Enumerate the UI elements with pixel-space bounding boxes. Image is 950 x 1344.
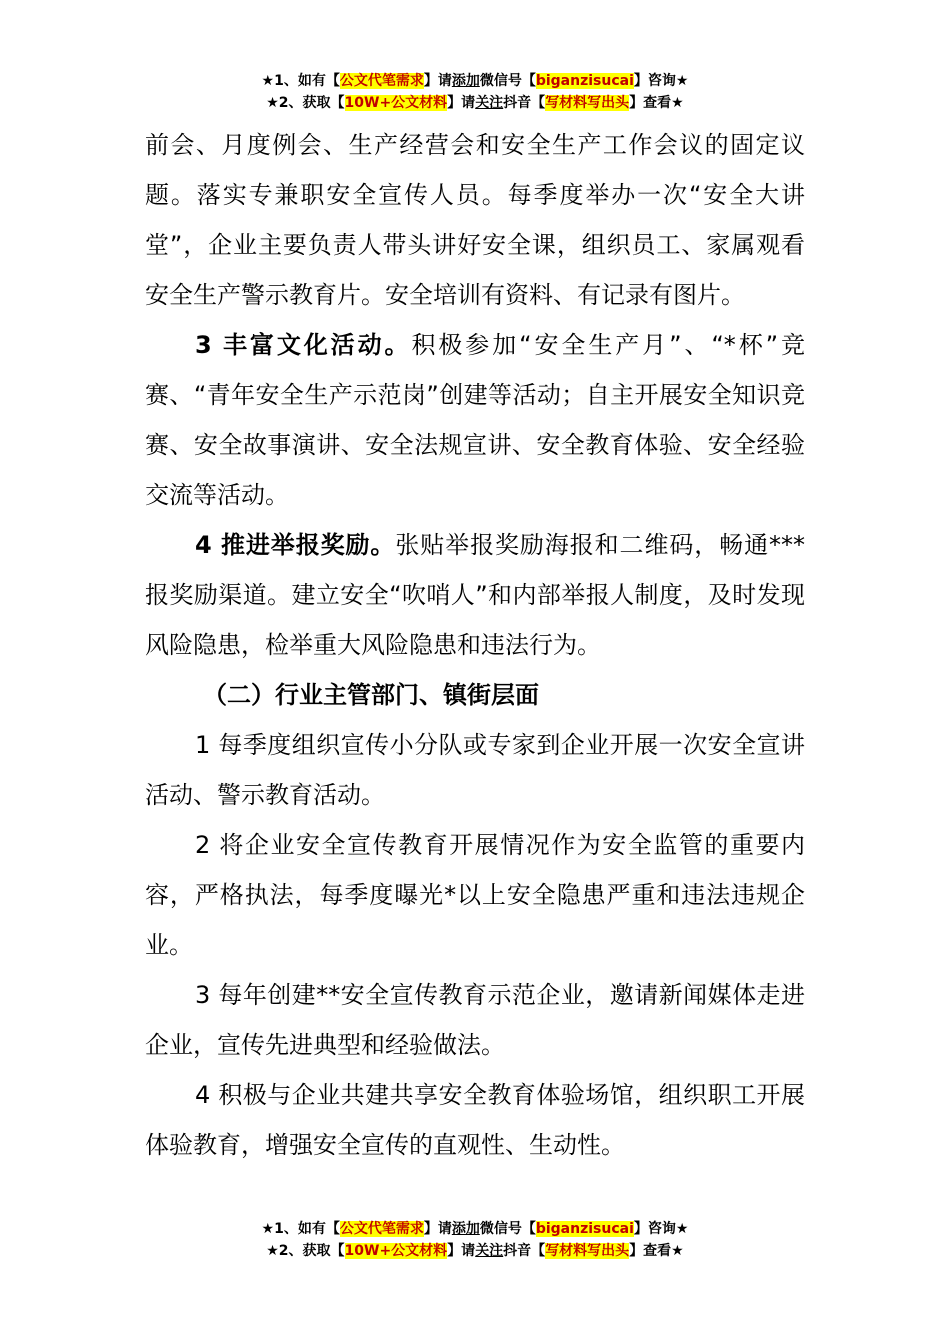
paragraph-heading: 4 推进举报奖励。 xyxy=(195,531,396,559)
paragraph-culture-activities: 3 丰富文化活动。积极参加“安全生产月”、“*杯”竞赛、“青年安全生产示范岗”创建等活动；自主开展安全知识竞赛、安全故事演讲、安全法规宣讲、安全教育体验、安全经验交流等活动。 xyxy=(145,331,805,509)
banner-douyin-name: 写材料写出头 xyxy=(545,1243,630,1259)
footer-banner xyxy=(0,1218,950,1262)
banner-underlined-text: 添加 xyxy=(451,1221,480,1237)
paragraph-heading: 3 丰富文化活动。 xyxy=(195,331,412,359)
section-heading: （二）行业主管部门、镇街层面 xyxy=(203,681,539,709)
banner-line-1: ★1、如有【公文代笔需求】请添加微信号【biganzisucai】咨询★ xyxy=(261,73,689,89)
list-item: 2 将企业安全宣传教育开展情况作为安全监管的重要内容，严格执法，每季度曝光*以上安全隐患严重和违法违规企业。 xyxy=(145,831,805,959)
list-item: 3 每年创建**安全宣传教育示范企业，邀请新闻媒体走进企业，宣传先进典型和经验做法。 xyxy=(145,981,805,1059)
banner-line-2: ★2、获取【10W+公文材料】请关注抖音【写材料写出头】查看★ xyxy=(266,95,684,111)
document-body xyxy=(145,120,805,1170)
banner-line-2: ★2、获取【10W+公文材料】请关注抖音【写材料写出头】查看★ xyxy=(266,1243,684,1259)
paragraph-report-rewards: 4 推进举报奖励。张贴举报奖励海报和二维码，畅通***报奖励渠道。建立安全“吹哨人”和内部举报人制度，及时发现风险隐患，检举重大风险隐患和违法行为。 xyxy=(145,531,805,659)
header-banner xyxy=(0,70,950,114)
banner-highlight: 公文代笔需求 xyxy=(339,73,424,89)
banner-line-1: ★1、如有【公文代笔需求】请添加微信号【biganzisucai】咨询★ xyxy=(261,1221,689,1237)
banner-underlined-text: 添加 xyxy=(451,73,480,89)
banner-highlight: 10W+公文材料 xyxy=(344,95,448,111)
list-item: 4 积极与企业共建共享安全教育体验场馆，组织职工开展体验教育，增强安全宣传的直观性、生动性。 xyxy=(145,1081,805,1159)
banner-douyin-name: 写材料写出头 xyxy=(545,95,630,111)
banner-underlined-text: 关注 xyxy=(475,95,504,111)
list-item: 1 每季度组织宣传小分队或专家到企业开展一次安全宣讲活动、警示教育活动。 xyxy=(145,731,805,809)
paragraph-continued: 前会、月度例会、生产经营会和安全生产工作会议的固定议题。落实专兼职安全宣传人员。每季度举办一次“安全大讲堂”，企业主要负责人带头讲好安全课，组织员工、家属观看安全生产警示教育片。安全培训有资料、有记录有图片。 xyxy=(145,131,805,309)
banner-wechat-id: biganzisucai xyxy=(535,1221,634,1237)
banner-wechat-id: biganzisucai xyxy=(535,73,634,89)
banner-highlight: 公文代笔需求 xyxy=(339,1221,424,1237)
banner-underlined-text: 关注 xyxy=(475,1243,504,1259)
banner-highlight: 10W+公文材料 xyxy=(344,1243,448,1259)
